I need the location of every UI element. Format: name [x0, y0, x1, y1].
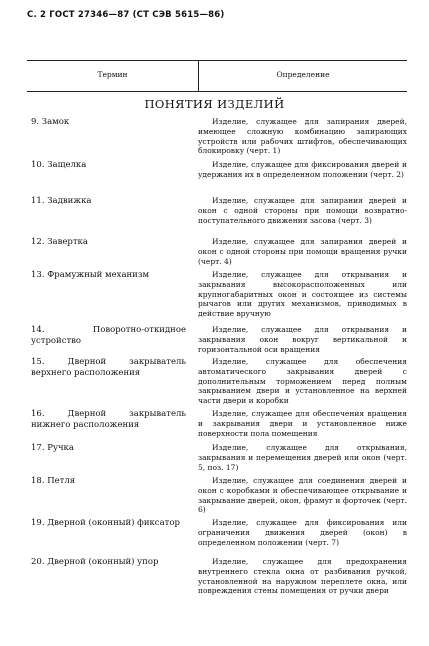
entry-definition: Изделие, служащее для открывания и закрывания окон вокруг вертикальной и горизонтальной оси вращения: [198, 325, 407, 354]
entry-term: 20. Дверной (оконный) упор: [31, 557, 159, 567]
entry-term: 10. Защелка: [31, 160, 87, 170]
term-column-header: Термин: [97, 70, 128, 79]
entry-definition: Изделие, служащее для открывания и закрывания высокорасположенных или крупногабаритных окон и состоящее из системы рычагов или других механизмов, приводимых в действие вручную: [198, 270, 407, 319]
entry-definition: Изделие, служащее для обеспечения вращения и закрывания двери и установленное ниже поверхности пола помещения: [198, 409, 407, 438]
entry-term: 14. Поворотно-откидное устройство: [31, 325, 186, 346]
section-title: ПОНЯТИЯ ИЗДЕЛИЙ: [144, 97, 285, 111]
entry-term: 17. Ручка: [31, 443, 74, 453]
entry-definition: Изделие, служащее для запирания дверей, имеющее сложную комбинацию запирающих устройств или рабочих штифтов, обеспечивающих блокировку (черт. 1): [198, 117, 407, 156]
entry-term: 11. Задвижка: [31, 196, 92, 206]
entry-definition: Изделие, служащее для обеспечения автоматического закрывания дверей с дополнительным торможением перед полным закрыванием двери и установленное на верхней части двери и коробки: [198, 357, 407, 406]
entry-definition: Изделие, служащее для запирания дверей и окон с одной стороны при помощи возвратно-поступательного движения засова (черт. 3): [198, 196, 407, 225]
entry-term: 9. Замок: [31, 117, 70, 127]
entry-definition: Изделие, служащее для соединения дверей и окон с коробками и обеспечивающее открывание и закрывание дверей, окон, фрамуг и форточек (черт. 6): [198, 476, 407, 515]
entry-term: 12. Завертка: [31, 237, 88, 247]
entry-term: 16. Дверной закрыватель нижнего расположения: [31, 409, 186, 430]
entry-definition: Изделие, служащее для запирания дверей и окон с одной стороны при помощи вращения ручки (черт. 4): [198, 237, 407, 266]
entry-definition: Изделие, служащее для предохранения внутреннего стекла окна от разбивания ручкой, установленной на наружном переплете окна, или повреждения стены помещения от ручки двери: [198, 557, 407, 596]
entry-term: 15. Дверной закрыватель верхнего расположения: [31, 357, 186, 378]
table-header: [27, 60, 407, 92]
definition-column-header: Определение: [276, 70, 330, 79]
entry-definition: Изделие, служащее для фиксирования или ограничения движения дверей (окон) в определенном положении (черт. 7): [198, 518, 407, 547]
entry-definition: Изделие, служащее для фиксирования дверей и удержания их в определенном положении (черт. 2): [198, 160, 407, 179]
entry-term: 18. Петля: [31, 476, 76, 486]
entry-definition: Изделие, служащее для открывания, закрывания и перемещения дверей или окон (черт. 5, поз. 17): [198, 443, 407, 472]
page-header: С. 2 ГОСТ 27346—87 (СТ СЭВ 5615—86): [27, 10, 225, 20]
entry-term: 19. Дверной (оконный) фиксатор: [31, 518, 180, 528]
entry-term: 13. Фрамужный механизм: [31, 270, 150, 280]
